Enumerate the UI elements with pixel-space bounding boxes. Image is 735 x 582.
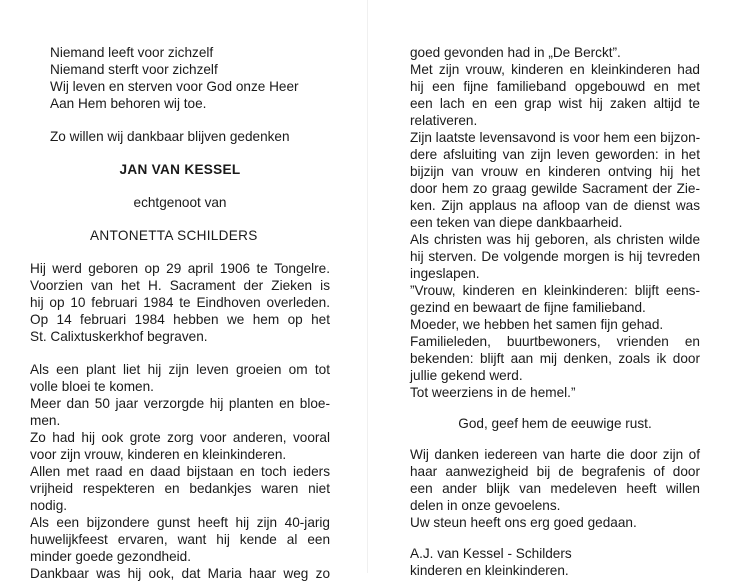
continuation-paragraph xyxy=(410,44,700,401)
spouse-name: ANTONETTA SCHILDERS xyxy=(90,228,258,243)
text-line: Familieleden, buurtbewoners, vrienden en xyxy=(410,334,700,349)
life-paragraph xyxy=(30,361,330,582)
thanks-line: een ander blijk van medeleven heeft willen xyxy=(410,481,700,496)
poem xyxy=(30,44,330,112)
text-line: Met zijn vrouw, kinderen en kleinkinderen had xyxy=(410,62,700,77)
text-line: Zijn laatste levensavond is voor hem een bijzon- xyxy=(410,130,701,145)
text-line: Als christen was hij geboren, als christen wilde xyxy=(410,232,700,247)
bio-line: hij op 10 februari 1984 te Eindhoven overleden. xyxy=(30,295,330,310)
poem-line: Niemand leeft voor zichzelf xyxy=(50,45,214,60)
deceased-name: JAN VAN KESSEL xyxy=(119,162,241,177)
life-line: huwelijkfeest ervaren, want hij kende al een xyxy=(30,532,330,547)
poem-line: Aan Hem behoren wij toe. xyxy=(50,96,207,111)
signature-line: kinderen en kleinkinderen. xyxy=(410,563,569,578)
life-line: minder goede gezondheid. xyxy=(30,549,191,564)
life-line: Allen met raad en daad bijstaan en toch ieders xyxy=(30,464,330,479)
life-line: voor zijn vrouw, kinderen en kleinkinderen. xyxy=(30,447,287,462)
text-line: gezind en bewaart de fijne familieband. xyxy=(410,300,646,315)
text-line: hij sterven. De volgende morgen is hij tevreden xyxy=(410,249,700,264)
bio-line: Voorzien van het H. Sacrament der Zieken is xyxy=(30,278,330,293)
bio-paragraph xyxy=(30,260,330,345)
life-line: Zo had hij ook grote zorg voor anderen, vooral xyxy=(30,430,330,445)
life-line: men. xyxy=(30,413,61,428)
text-line: hij een fijne familieband opgebouwd en met xyxy=(410,79,700,94)
life-line: Als een bijzondere gunst heeft hij zijn 40-jarig xyxy=(30,515,330,530)
bio-line: Hij werd geboren op 29 april 1906 te Tongelre. xyxy=(30,261,330,276)
text-line: dere afsluiting van zijn leven geworden: in het xyxy=(410,147,700,162)
signature-line: A.J. van Kessel - Schilders xyxy=(410,546,572,561)
thanks-line: Wij danken iedereen van harte die door zijn of xyxy=(410,447,700,462)
text-line: ingeslapen. xyxy=(410,266,480,281)
text-line: bekenden: blijft aan mij denken, zoals ik door xyxy=(410,351,700,366)
left-column xyxy=(30,44,330,582)
text-line: Tot weerziens in de hemel.” xyxy=(410,385,576,400)
text-line: goed gevonden had in „De Berckt”. xyxy=(410,45,621,60)
life-line: Als een plant liet hij zijn leven groeien om tot xyxy=(30,362,330,377)
life-line: Dankbaar was hij ook, dat Maria haar weg zo xyxy=(30,566,330,581)
text-line: ken. Zijn applaus na afloop van de dienst was xyxy=(410,198,700,213)
text-line: ”Vrouw, kinderen en kleinkinderen: blijft eens- xyxy=(410,283,700,298)
thanks-line: Uw steun heeft ons erg goed gedaan. xyxy=(410,515,637,530)
remembrance-line: Zo willen wij dankbaar blijven gedenken xyxy=(50,129,290,144)
life-line: vrijheid respekteren en bedankjes waren niet xyxy=(30,481,330,496)
thanks-paragraph xyxy=(410,446,700,531)
text-line: door hem zo graag gewilde Sacrament der Zie- xyxy=(410,181,700,196)
spouse-label: echtgenoot van xyxy=(133,195,227,210)
right-column xyxy=(410,44,700,579)
thanks-line: delen in onze gevoelens. xyxy=(410,498,561,513)
signature-block xyxy=(410,545,700,579)
text-line: een lach en een grap wist hij zaken altijd te xyxy=(410,96,700,111)
blessing-line: God, geef hem de eeuwige rust. xyxy=(458,416,652,431)
thanks-line: haar aanwezigheid bij de begrafenis of door xyxy=(410,464,700,479)
text-line: Moeder, we hebben het samen fijn gehad. xyxy=(410,317,664,332)
text-line: jullie gekend werd. xyxy=(410,368,523,383)
poem-line: Niemand sterft voor zichzelf xyxy=(50,62,218,77)
text-line: bijzijn van vrouw en kinderen ontving hij het xyxy=(410,164,700,179)
poem-line: Wij leven en sterven voor God onze Heer xyxy=(50,79,299,94)
bio-line: St. Calixtuskerkhof begraven. xyxy=(30,329,208,344)
bio-line: Op 14 februari 1984 hebben we hem op het xyxy=(30,312,330,327)
life-line: volle bloei te komen. xyxy=(30,379,154,394)
life-line: nodig. xyxy=(30,498,68,513)
fold-line xyxy=(367,0,368,573)
life-line: Meer dan 50 jaar verzorgde hij planten en bloe- xyxy=(30,396,330,411)
text-line: een teken van diepe dankbaarheid. xyxy=(410,215,623,230)
text-line: relativeren. xyxy=(410,113,478,128)
